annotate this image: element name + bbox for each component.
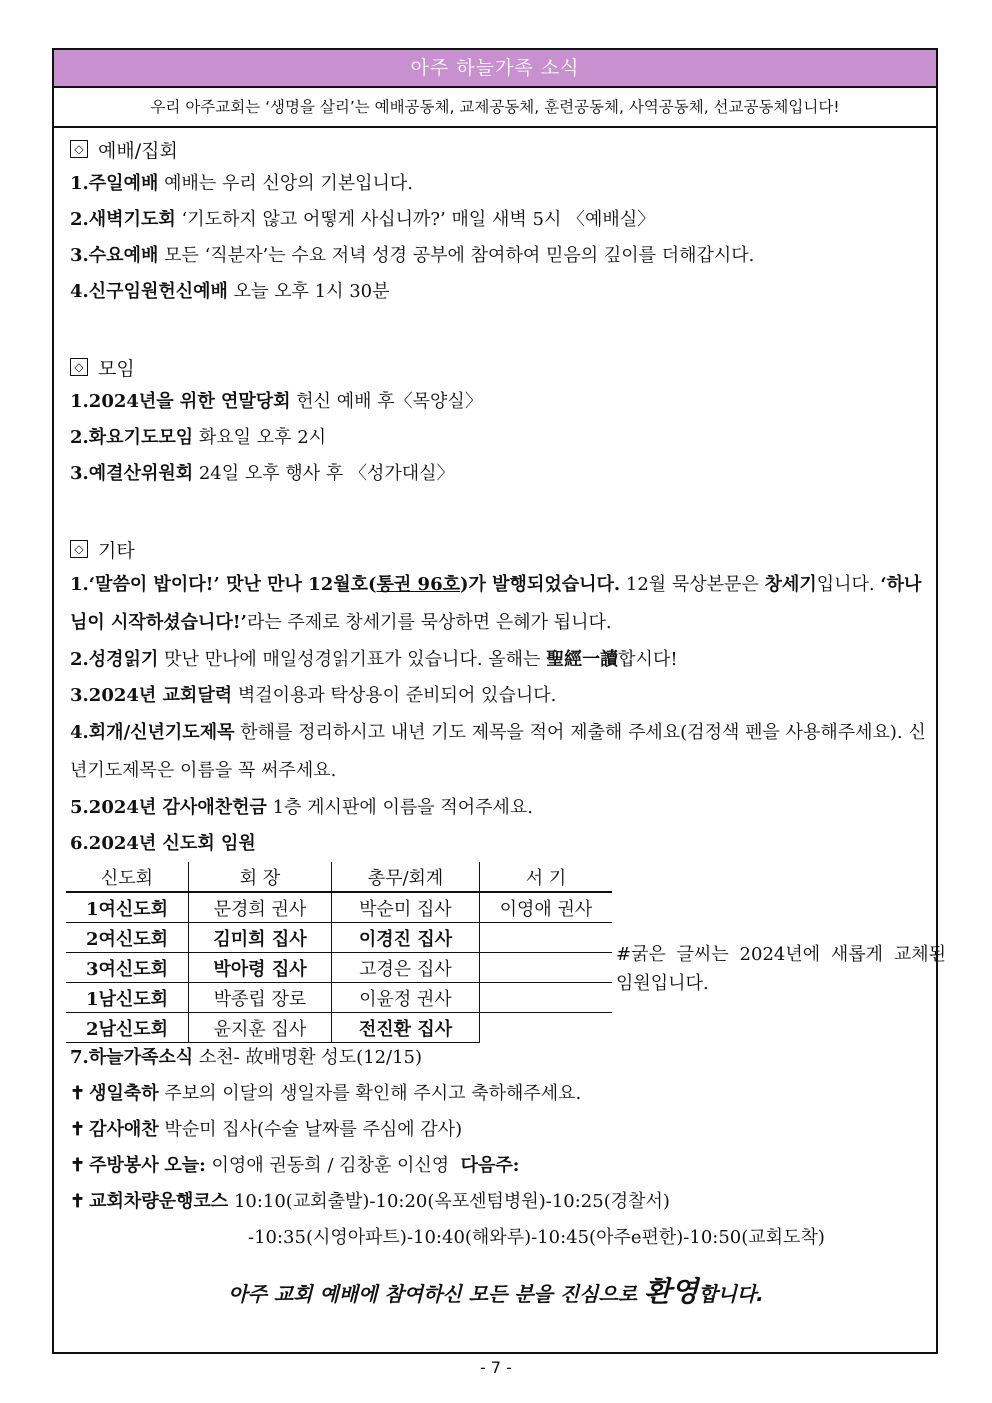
list-item: 3.수요예배 모든 ‘직분자’는 수요 저녁 성경 공부에 참여하여 믿음의 깊이를 더해갑시다. xyxy=(70,245,755,266)
church-motto: 우리 아주교회는 ‘생명을 살리’는 예배공동체, 교제공동체, 훈련공동체, 사역공동체, 선교공동체입니다! xyxy=(54,88,936,128)
list-item: ✝ 교회차량운행코스 10:10(교회출발)-10:20(옥포센텀병원)-10:25(경찰서) xyxy=(70,1184,932,1220)
section-heading: 기타 xyxy=(98,539,135,562)
list-item: 6.2024년 신도회 임원 xyxy=(70,833,256,854)
table-header: 총무/회계 xyxy=(332,862,480,892)
list-item: 1.주일예배 예배는 우리 신앙의 기본입니다. xyxy=(70,173,414,194)
table-row: 3여신도회 박아령 집사 고경은 집사 xyxy=(66,953,612,983)
diamond-in-square-icon: ◇ xyxy=(70,140,88,158)
content xyxy=(70,130,946,1256)
section-heading: 모임 xyxy=(98,357,135,380)
list-item: 3.예결산위원회 24일 오후 행사 후 〈성가대실〉 xyxy=(70,463,455,484)
list-item: ✝ 주방봉사 오늘: 이영애 권동희 / 김창훈 이신영 다음주: xyxy=(70,1148,932,1184)
welcome-message: 아주 교회 예배에 참여하신 모든 분을 진심으로 환영합니다. xyxy=(228,1275,764,1308)
table-row: 2남신도회 윤지훈 집사 전진환 집사 xyxy=(66,1013,612,1043)
list-item: 2.화요기도모임 화요일 오후 2시 xyxy=(70,427,327,448)
list-item: 1.‘말씀이 밥이다!’ 맛난 만나 12월호(통권 96호)가 발행되었습니다. 12월 묵상본문은 창세기입니다. ‘하나님이 시작하셨습니다!’라는 주제로 창세기를 묵상하면 은혜가 됩니다. xyxy=(70,574,922,633)
officers-table xyxy=(66,862,612,1043)
list-item: ✝ 생일축하 주보의 이달의 생일자를 확인해 주시고 축하해주세요. xyxy=(70,1076,932,1112)
page-number: - 7 - xyxy=(480,1358,512,1377)
list-item: -10:35(시영아파트)-10:40(해와루)-10:45(아주e편한)-10:50(교회도착) xyxy=(248,1227,825,1248)
table-header: 서 기 xyxy=(480,862,613,892)
list-item: ✝ 감사애찬 박순미 집사(수술 날짜를 주심에 감사) xyxy=(70,1112,932,1148)
section-etc xyxy=(70,532,932,566)
list-item: 2.새벽기도회 ‘기도하지 않고 어떻게 사십니까?’ 매일 새벽 5시 〈예배실〉 xyxy=(70,209,656,230)
list-item: 2.성경읽기 맛난 만나에 매일성경읽기표가 있습니다. 올해는 聖經一讀합시다! xyxy=(70,649,678,670)
page-title: 아주 하늘가족 소식 xyxy=(54,50,936,88)
table-row: 2여신도회 김미희 집사 이경진 집사 xyxy=(66,923,612,953)
cross-icon: ✝ xyxy=(70,1119,86,1140)
table-header: 신도회 xyxy=(66,862,189,892)
list-item: 3.2024년 교회달력 벽걸이용과 탁상용이 준비되어 있습니다. xyxy=(70,685,557,706)
cross-icon: ✝ xyxy=(70,1155,86,1176)
list-item: 4.회개/신년기도제목 한해를 정리하시고 내년 기도 제목을 적어 제출해 주세요(검정색 펜을 사용해주세요). 신년기도제목은 이름을 꼭 써주세요. xyxy=(70,722,926,781)
list-item: 4.신구임원헌신예배 오늘 오후 1시 30분 xyxy=(70,281,390,302)
table-row: 1남신도회 박종립 장로 이윤정 권사 xyxy=(66,983,612,1013)
cross-icon: ✝ xyxy=(70,1083,86,1104)
table-note: #굵은 글씨는 2024년에 새롭게 교체된 임원입니다. xyxy=(616,944,946,994)
table-header: 회 장 xyxy=(189,862,332,892)
list-item: 7.하늘가족소식 소천- 故배명환 성도(12/15) xyxy=(70,1047,423,1068)
table-row: 1여신도회 문경희 권사 박순미 집사 이영애 권사 xyxy=(66,892,612,923)
section-worship xyxy=(70,132,932,166)
section-meeting xyxy=(70,350,932,384)
cross-icon: ✝ xyxy=(70,1191,86,1212)
list-item: 5.2024년 감사애찬헌금 1층 게시판에 이름을 적어주세요. xyxy=(70,797,533,818)
list-item: 1.2024년을 위한 연말당회 헌신 예배 후〈목양실〉 xyxy=(70,391,483,412)
diamond-in-square-icon: ◇ xyxy=(70,540,88,558)
officers-table-wrap xyxy=(70,862,946,1040)
diamond-in-square-icon: ◇ xyxy=(70,358,88,376)
section-heading: 예배/집회 xyxy=(98,139,178,162)
